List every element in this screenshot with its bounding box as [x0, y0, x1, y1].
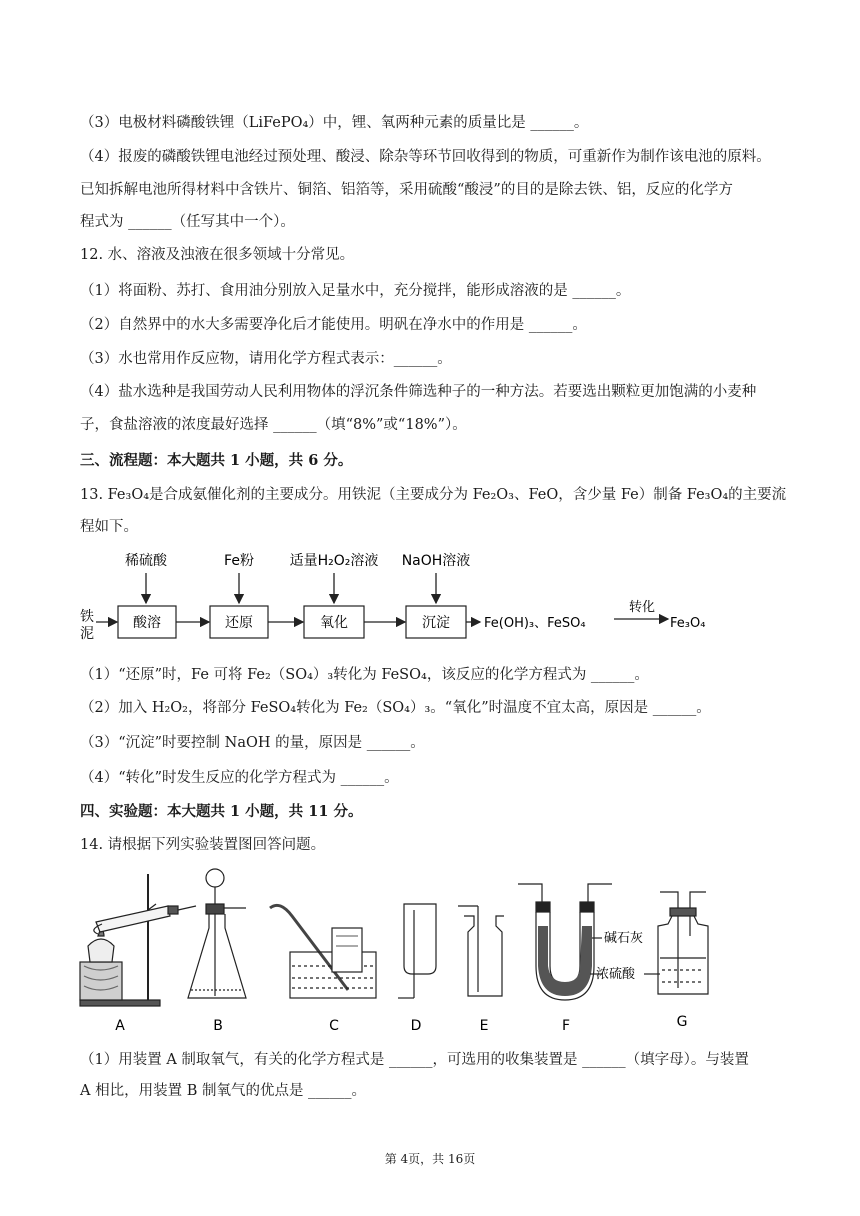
q12-4: （4）盐水选种是我国劳动人民利用物体的浮沉条件筛选种子的一种方法。若要选出颗粒更加饱满的小麦种 [80, 384, 757, 400]
q12-3: （3）水也常用作反应物，请用化学方程式表示：______。 [80, 351, 452, 367]
apparatus-f [518, 884, 612, 1000]
section-4-heading: 四、实验题：本大题共 1 小题，共 11 分。 [80, 803, 363, 820]
q12-1: （1）将面粉、苏打、食用油分别放入足量水中，充分搅拌，能形成溶液的是 ______。 [80, 283, 631, 299]
apparatus-e [458, 906, 504, 996]
apparatus-label-b: B [213, 1018, 223, 1034]
apparatus-label-f: F [561, 1018, 571, 1034]
apparatus-label-a: A [115, 1018, 125, 1034]
input-label-naoh: NaOH溶液 [401, 553, 471, 569]
step-label-oxidize: 氧化 [320, 615, 348, 631]
q11-3: （3）电极材料磷酸铁锂（LiFePO₄）中，锂、氧两种元素的质量比是 ______。 [80, 115, 589, 131]
q13-title-cont: 程如下。 [80, 519, 138, 535]
q13-title: 13. Fe₃O₄是合成氨催化剂的主要成分。用铁泥（主要成分为 Fe₂O₃、FeO，含少量 Fe）制备 Fe₃O₄的主要流 [80, 487, 787, 503]
apparatus-g-label-conc-sulfuric-acid: 浓硫酸 [596, 967, 636, 982]
q13-3: （3）“沉淀”时要控制 NaOH 的量，原因是 ______。 [80, 735, 425, 751]
section-3-heading: 三、流程题：本大题共 1 小题，共 6 分。 [80, 452, 353, 469]
apparatus-label-d: D [410, 1018, 422, 1034]
q13-4: （4）“转化”时发生反应的化学方程式为 ______。 [80, 770, 399, 786]
step-label-acid-dissolve: 酸溶 [133, 615, 161, 631]
process-flow-diagram [76, 545, 706, 650]
apparatus-label-e: E [479, 1018, 489, 1034]
q14-1-cont: A 相比，用装置 B 制氧气的优点是 ______。 [80, 1083, 367, 1099]
q12-4-cont: 子，食盐溶液的浓度最好选择 ______（填“8%”或“18%”）。 [80, 417, 467, 433]
q11-4-cont2: 程式为 ______（任写其中一个）。 [80, 214, 295, 230]
conversion-label: 转化 [628, 600, 656, 615]
q11-4-cont1: 已知拆解电池所得材料中含铁片、铜箔、铝箔等，采用硫酸“酸浸”的目的是除去铁、铝，反应的化学方 [80, 182, 733, 198]
step-label-precipitate: 沉淀 [422, 615, 450, 631]
step-label-reduce: 还原 [225, 615, 253, 631]
q13-1: （1）“还原”时，Fe 可将 Fe₂（SO₄）₃转化为 FeSO₄，该反应的化学方程式为 ______。 [80, 667, 649, 683]
q12-2: （2）自然界中的水大多需要净化后才能使用。明矾在净水中的作用是 ______。 [80, 317, 587, 333]
start-label-iron-mud-1: 铁 [80, 609, 94, 625]
page-footer: 第 4页，共 16页 [384, 1152, 476, 1166]
input-label-fe-powder: Fe粉 [224, 553, 254, 569]
q11-4: （4）报废的磷酸铁锂电池经过预处理、酸浸、除杂等环节回收得到的物质，可重新作为制作该电池的原料。 [80, 149, 771, 165]
q14-1: （1）用装置 A 制取氧气，有关的化学方程式是 ______，可选用的收集装置是 ______（填字母）。与装置 [80, 1052, 749, 1068]
product-label: Fe(OH)₃、FeSO₄ [484, 616, 586, 631]
input-label-h2o2: 适量H₂O₂溶液 [289, 553, 379, 569]
lab-apparatus-figure [78, 866, 718, 1036]
apparatus-g [644, 892, 708, 994]
apparatus-d [398, 904, 436, 998]
apparatus-b [188, 869, 246, 998]
apparatus-label-g: G [676, 1014, 688, 1030]
apparatus-f-label-soda-lime: 碱石灰 [604, 931, 644, 946]
apparatus-label-c: C [329, 1018, 339, 1034]
q13-2: （2）加入 H₂O₂，将部分 FeSO₄转化为 Fe₂（SO₄）₃。“氧化”时温度不宜太高，原因是 ______。 [80, 700, 711, 716]
start-label-iron-mud-2: 泥 [80, 626, 94, 642]
apparatus-c [270, 905, 376, 998]
q14-title: 14. 请根据下列实验装置图回答问题。 [80, 837, 326, 853]
q12-title: 12. 水、溶液及浊液在很多领域十分常见。 [80, 247, 355, 263]
final-product-label: Fe₃O₄ [670, 616, 706, 631]
apparatus-a [80, 874, 196, 1006]
input-label-dilute-sulfuric-acid: 稀硫酸 [125, 553, 167, 569]
